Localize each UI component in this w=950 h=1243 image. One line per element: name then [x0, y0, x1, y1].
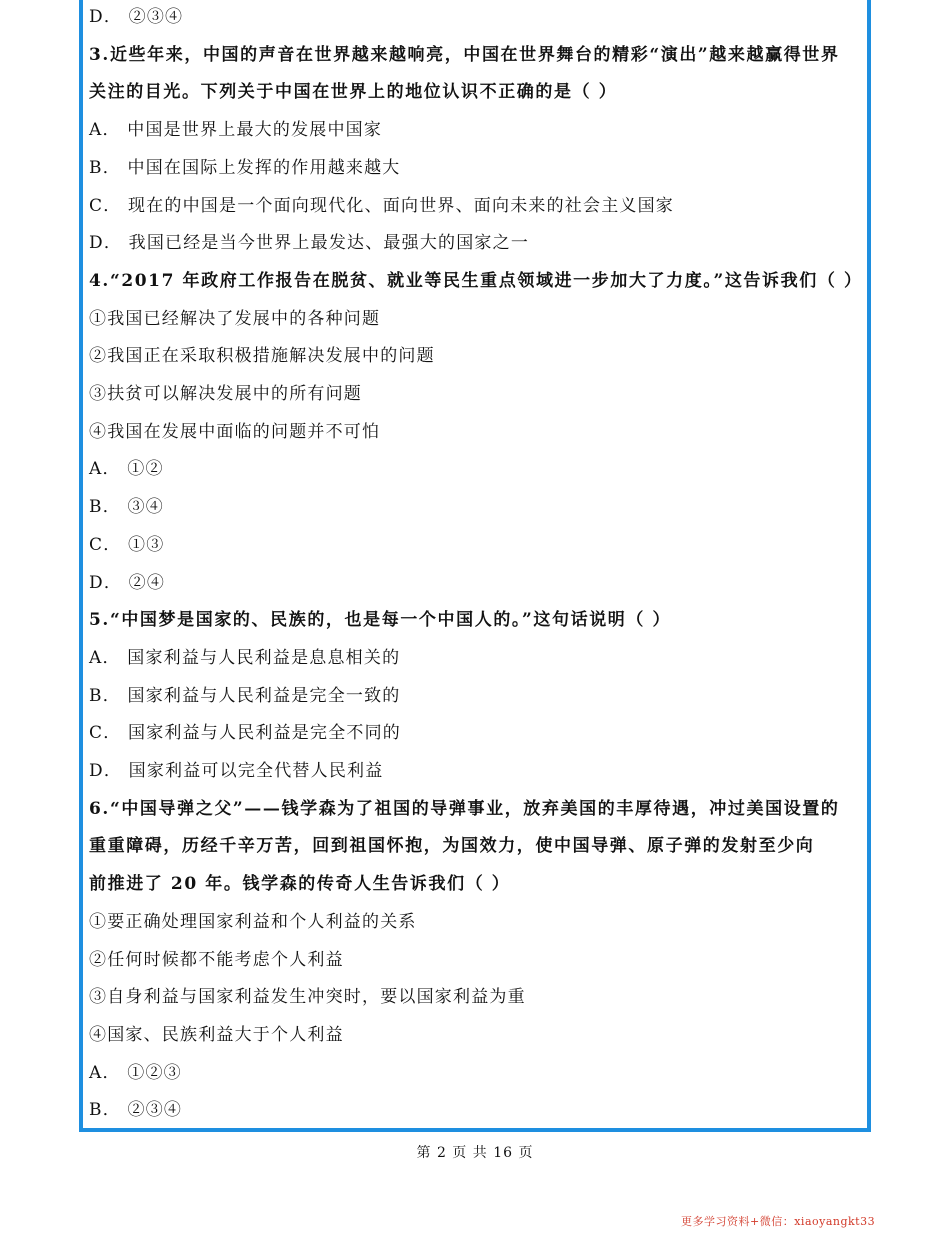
answer-option-line: D． 国家利益可以完全代替人民利益	[89, 761, 384, 781]
question-stem-line: 3.近些年来，中国的声音在世界越来越响亮，中国在世界舞台的精彩“演出”越来越赢得世界	[89, 44, 840, 65]
answer-option-line: B． 国家利益与人民利益是完全一致的	[89, 685, 401, 706]
promo-text: 更多学习资料+微信：xiaoyangkt33	[681, 1215, 876, 1228]
question-stem-line: 重重障碍，历经千辛万苦，回到祖国怀抱，为国效力，使中国导弹、原子弹的发射至少向	[89, 836, 815, 857]
answer-option-line: ①要正确处理国家利益和个人利益的关系	[89, 911, 417, 932]
answer-option-line: A． 国家利益与人民利益是息息相关的	[89, 647, 401, 668]
answer-option-line: ①我国已经解决了发展中的各种问题	[89, 308, 381, 329]
answer-option-line: ③扶贫可以解决发展中的所有问题	[89, 384, 362, 404]
answer-option-line: A． ①②③	[89, 1062, 182, 1083]
page-number-footer: 第 2 页 共 16 页	[416, 1145, 534, 1161]
question-stem-line: 前推进了 20 年。钱学森的传奇人生告诉我们（ ）	[89, 874, 511, 895]
answer-option-line: D． ②④	[89, 572, 166, 593]
answer-option-line: A． 中国是世界上最大的发展中国家	[89, 120, 383, 141]
answer-option-line: D． 我国已经是当今世界上最发达、最强大的国家之一	[89, 233, 530, 254]
question-stem-line: 关注的目光。下列关于中国在世界上的地位认识不正确的是（ ）	[89, 82, 618, 103]
answer-option-line: B． ③④	[89, 497, 164, 518]
question-stem-line: 5.“中国梦是国家的、民族的，也是每一个中国人的。”这句话说明（ ）	[89, 610, 672, 631]
answer-option-line: B． 中国在国际上发挥的作用越来越大	[89, 157, 401, 178]
answer-option-line: D． ②③④	[89, 7, 184, 27]
answer-option-line: ②我国正在采取积极措施解决发展中的问题	[89, 346, 435, 367]
answer-option-line: C． ①③	[89, 534, 165, 555]
answer-option-line: ②任何时候都不能考虑个人利益	[89, 949, 344, 970]
answer-option-line: C． 现在的中国是一个面向现代化、面向世界、面向未来的社会主义国家	[89, 195, 675, 216]
answer-option-line: ③自身利益与国家利益发生冲突时，要以国家利益为重	[89, 987, 526, 1008]
answer-option-line: A． ①②	[89, 459, 164, 480]
answer-option-line: B． ②③④	[89, 1100, 183, 1121]
question-stem-line: 4.“2017 年政府工作报告在脱贫、就业等民生重点领域进一步加大了力度。”这告诉我们（ ）	[89, 270, 863, 291]
answer-option-line: ④国家、民族利益大于个人利益	[89, 1024, 344, 1045]
question-stem-line: 6.“中国导弹之父”——钱学森为了祖国的导弹事业，放弃美国的丰厚待遇，冲过美国设置的	[89, 798, 840, 819]
answer-option-line: C． 国家利益与人民利益是完全不同的	[89, 723, 402, 744]
answer-option-line: ④我国在发展中面临的问题并不可怕	[89, 421, 381, 442]
